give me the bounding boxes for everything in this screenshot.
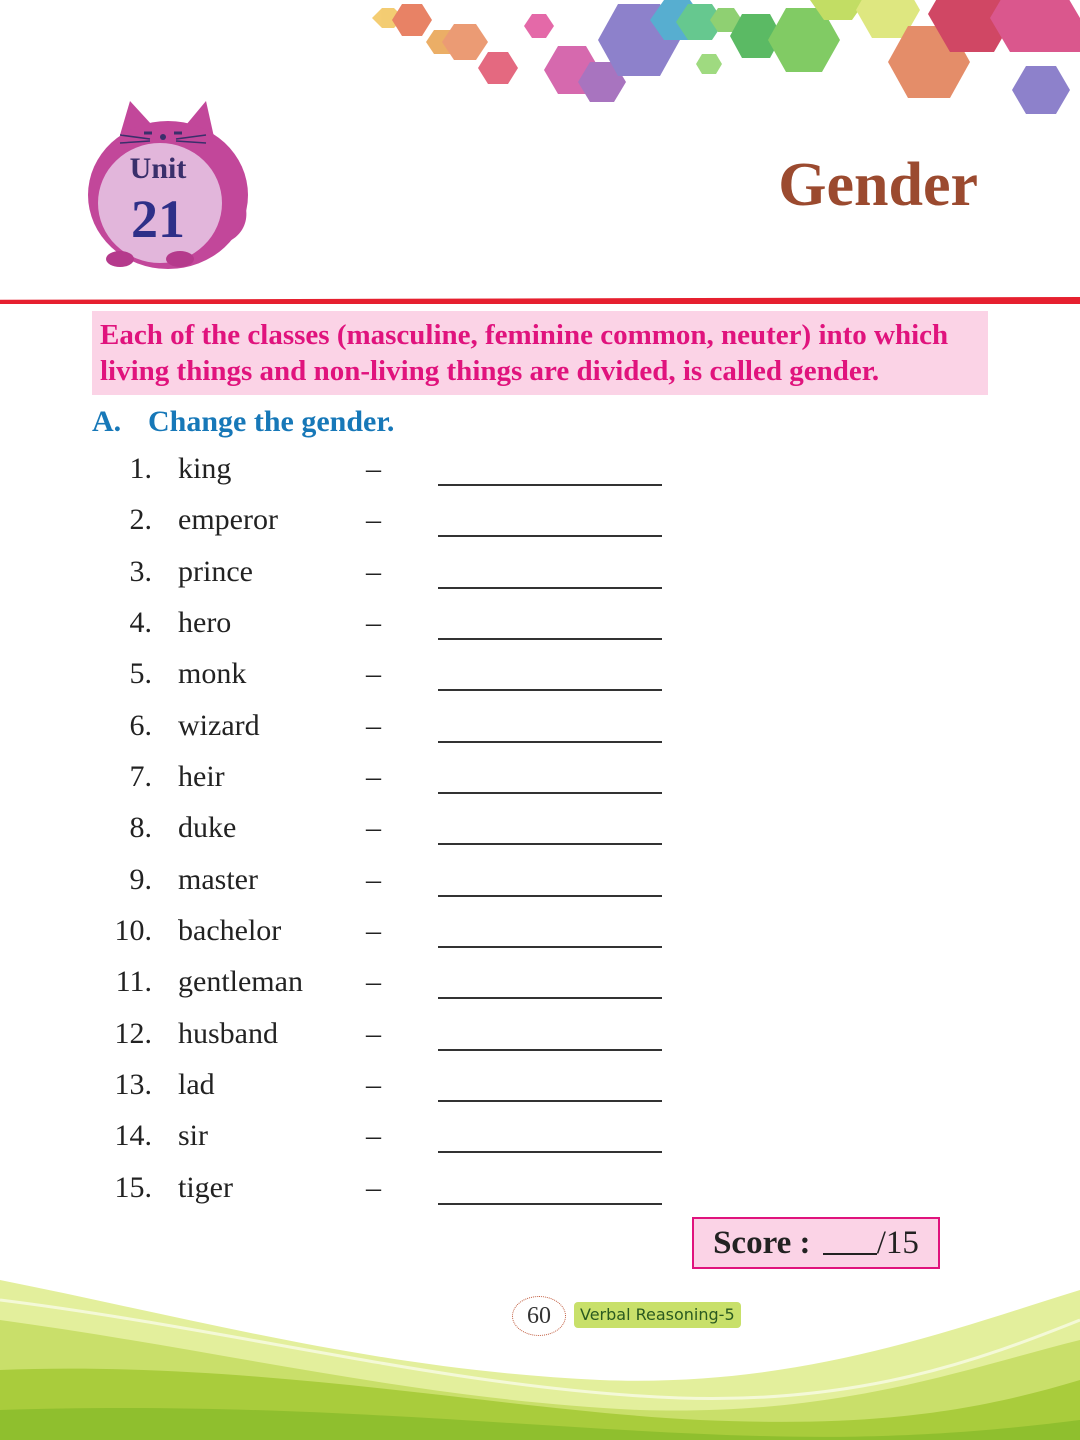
item-dash: –: [366, 863, 381, 896]
answer-blank[interactable]: [438, 484, 662, 486]
item-dash: –: [366, 1171, 381, 1204]
answer-blank[interactable]: [438, 946, 662, 948]
item-number: 9.: [129, 863, 152, 896]
answer-blank[interactable]: [438, 689, 662, 691]
score-total: /15: [876, 1225, 919, 1261]
item-number: 4.: [129, 606, 152, 639]
item-number: 14.: [114, 1119, 152, 1152]
item-number: 5.: [129, 657, 152, 690]
item-number: 2.: [129, 503, 152, 536]
item-word: sir: [178, 1119, 208, 1152]
unit-label: Unit: [129, 152, 187, 185]
decorative-wave-footer: [0, 1260, 1080, 1440]
answer-blank[interactable]: [438, 1100, 662, 1102]
item-dash: –: [366, 1068, 381, 1101]
unit-number: 21: [131, 189, 185, 249]
item-word: prince: [178, 555, 253, 588]
item-dash: –: [366, 811, 381, 844]
item-number: 10.: [114, 914, 152, 947]
item-dash: –: [366, 914, 381, 947]
exercise-heading: [92, 405, 394, 439]
answer-blank[interactable]: [438, 535, 662, 537]
answer-blank[interactable]: [438, 741, 662, 743]
item-number: 13.: [114, 1068, 152, 1101]
item-dash: –: [366, 606, 381, 639]
item-word: lad: [178, 1068, 215, 1101]
item-word: husband: [178, 1017, 278, 1050]
score-blank[interactable]: [823, 1223, 877, 1255]
answer-blank[interactable]: [438, 1151, 662, 1153]
answer-blank[interactable]: [438, 638, 662, 640]
item-word: duke: [178, 811, 237, 844]
item-word: gentleman: [178, 965, 303, 998]
item-number: 12.: [114, 1017, 152, 1050]
answer-blank[interactable]: [438, 1049, 662, 1051]
score-label: Score :: [713, 1225, 811, 1261]
item-word: king: [178, 452, 232, 485]
title-divider: [0, 297, 1080, 304]
item-word: tiger: [178, 1171, 233, 1204]
item-dash: –: [366, 503, 381, 536]
answer-blank[interactable]: [438, 843, 662, 845]
item-dash: –: [366, 965, 381, 998]
answer-blank[interactable]: [438, 587, 662, 589]
page-title: Gender: [778, 151, 978, 219]
item-word: emperor: [178, 503, 278, 536]
item-word: monk: [178, 657, 247, 690]
definition-box: Each of the classes (masculine, feminine common, neuter) into which living things and non-living things are divided, is called gender.: [92, 311, 988, 395]
item-number: 3.: [129, 555, 152, 588]
item-dash: –: [366, 1119, 381, 1152]
item-number: 15.: [114, 1171, 152, 1204]
item-word: bachelor: [178, 914, 282, 947]
answer-blank[interactable]: [438, 895, 662, 897]
item-word: master: [178, 863, 258, 896]
exercise-letter: A.: [92, 405, 122, 438]
item-word: wizard: [178, 709, 260, 742]
item-word: hero: [178, 606, 232, 639]
item-word: heir: [178, 760, 225, 793]
item-dash: –: [366, 657, 381, 690]
item-dash: –: [366, 1017, 381, 1050]
item-number: 7.: [129, 760, 152, 793]
item-dash: –: [366, 555, 381, 588]
answer-blank[interactable]: [438, 792, 662, 794]
page-number: 60: [512, 1296, 566, 1336]
item-number: 8.: [129, 811, 152, 844]
item-dash: –: [366, 760, 381, 793]
item-number: 6.: [129, 709, 152, 742]
item-number: 1.: [129, 452, 152, 485]
exercise-instruction: Change the gender.: [148, 405, 395, 438]
item-number: 11.: [115, 965, 152, 998]
item-dash: –: [366, 709, 381, 742]
answer-blank[interactable]: [438, 997, 662, 999]
answer-blank[interactable]: [438, 1203, 662, 1205]
item-dash: –: [366, 452, 381, 485]
book-label: Verbal Reasoning-5: [574, 1302, 741, 1328]
